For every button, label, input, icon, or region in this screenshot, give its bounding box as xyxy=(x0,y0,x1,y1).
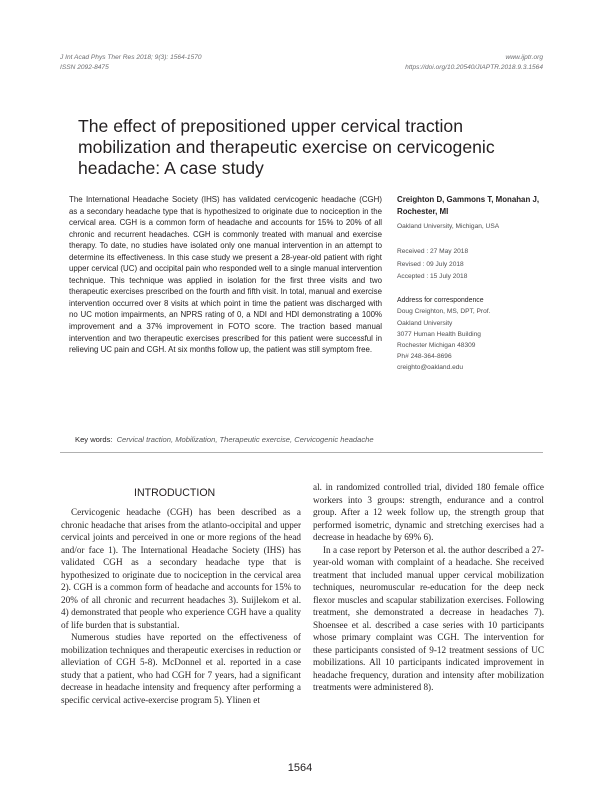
correspondence-phone: Ph# 248-364-8696 xyxy=(397,352,452,360)
journal-header-right xyxy=(405,53,543,73)
paragraph: In a case report by Peterson et al. the author described a 27-year-old woman with complaint of a headache. She received treatment that included manual upper cervical mobilization techniques, neuromuscular re-education for the deep neck flexor muscles and scapular stabilization exercises. Following treatment, she demonstrated a decrease in headaches 7). Shoensee et al. described a case series with 10 participants whose primary complaint was CGH. The intervention for these participants consisted of 9-12 treatment sessions of UC mobilizations. All 10 participants indicated improvement in headache frequency, duration and intensity after mobilization treatments were administered 8). xyxy=(313,544,544,692)
introduction-heading: INTRODUCTION xyxy=(134,487,216,499)
article-dates xyxy=(397,246,557,283)
received-date: Received : 27 May 2018 xyxy=(397,248,469,256)
authors: Creighton D, Gammons T, Monahan J, Rochester, MI xyxy=(397,195,540,216)
keywords-label: Key words: xyxy=(75,435,113,444)
article-title: The effect of prepositioned upper cervical traction mobilization and therapeutic exercise on cervicogenic headache: A case study xyxy=(78,116,495,178)
body-column-left xyxy=(61,506,301,706)
correspondence-city: Rochester Michigan 48309 xyxy=(397,341,476,349)
article-info xyxy=(397,194,557,373)
correspondence-block xyxy=(397,306,557,373)
affiliation: Oakland University, Michigan, USA xyxy=(397,223,500,231)
correspondence-street: 3077 Human Health Building xyxy=(397,330,481,338)
section-divider xyxy=(60,452,543,453)
correspondence-heading: Address for correspondence xyxy=(397,297,484,305)
correspondence-institution: Oakland University xyxy=(397,319,453,327)
correspondence-email[interactable]: creighto@oakland.edu xyxy=(397,363,464,371)
issn: ISSN 2092-8475 xyxy=(60,64,109,71)
correspondence-name: Doug Creighton, MS, DPT, Prof. xyxy=(397,308,491,316)
page-number: 1564 xyxy=(287,762,313,774)
journal-header-left xyxy=(60,53,202,73)
journal-citation: J Int Acad Phys Ther Res 2018; 9(3): 1564-1570 xyxy=(60,54,202,61)
revised-date: Revised : 09 July 2018 xyxy=(397,260,464,268)
journal-website-link[interactable]: www.ijptr.org xyxy=(505,54,543,61)
paragraph: Cervicogenic headache (CGH) has been described as a chronic headache that arises from the atlanto-occipital and upper cervical joints and perceived in one or more regions of the head and/or face 1). The International Headache Society (IHS) has validated CGH as a secondary headache type that is hypothesized to originate due to nociception in the cervical area 2). CGH is a common form of headache and accounts for 15% to 20% of all chronic and recurrent headaches 3). Suijlekom et al. 4) demonstrated that people who experience CGH have a quality of life burden that is substantial. xyxy=(61,507,301,630)
doi-link[interactable]: https://doi.org/10.20540/JIAPTR.2018.9.3.1564 xyxy=(405,64,543,71)
keywords xyxy=(75,434,545,445)
abstract: The International Headache Society (IHS) has validated cervicogenic headache (CGH) as a secondary headache type that is hypothesized to originate due to nociception in the cervical area. CGH is a common form of headache and accounts for 15% to 20% of all chronic and recurrent headaches. CGH is commonly treated with manual and exercise therapy. To date, no studies have isolated only one manual intervention in an attempt to determine its effectiveness. In this case study we present a 28-year-old patient with right upper cervical (UC) and occipital pain who responded well to a single manual intervention technique. This technique was applied in isolation for the first three visits and two therapeutic exercises prescribed on the fourth and fifth visit. In total, manual and exercise intervention occurred over 8 visits at which point in time the patient was discharged with no UC motion impairments, an NPRS rating of 0, a NDI and HDI demonstrating a 100% improvement and a 37% improvement in FOTO score. The traction based manual intervention and two therapeutic exercises prescribed for this patient were successful in relieving UC pain and CGH. At six months follow up, the patient was still symptom free. xyxy=(69,195,382,355)
paragraph: al. in randomized controlled trial, divided 180 female office workers into 3 groups: strength, endurance and a control group. After a 12 week follow up, the strength group that performed isometric, dynamic and stretching exercises had a decrease in headache by 69% 6). xyxy=(313,482,544,542)
accepted-date: Accepted : 15 July 2018 xyxy=(397,273,468,280)
paragraph: Numerous studies have reported on the effectiveness of mobilization techniques and therapeutic exercises in reduction or alleviation of CGH 5-8). McDonnel et al. reported in a case study that a patient, who had CGH for 7 years, had a significant decrease in headache intensity and frequency after performing a specific cervical active-exercise program 5). Ylinen et xyxy=(61,632,301,705)
keywords-text: Cervical traction, Mobilization, Therapeutic exercise, Cervicogenic headache xyxy=(116,435,374,444)
body-column-right xyxy=(313,481,544,694)
